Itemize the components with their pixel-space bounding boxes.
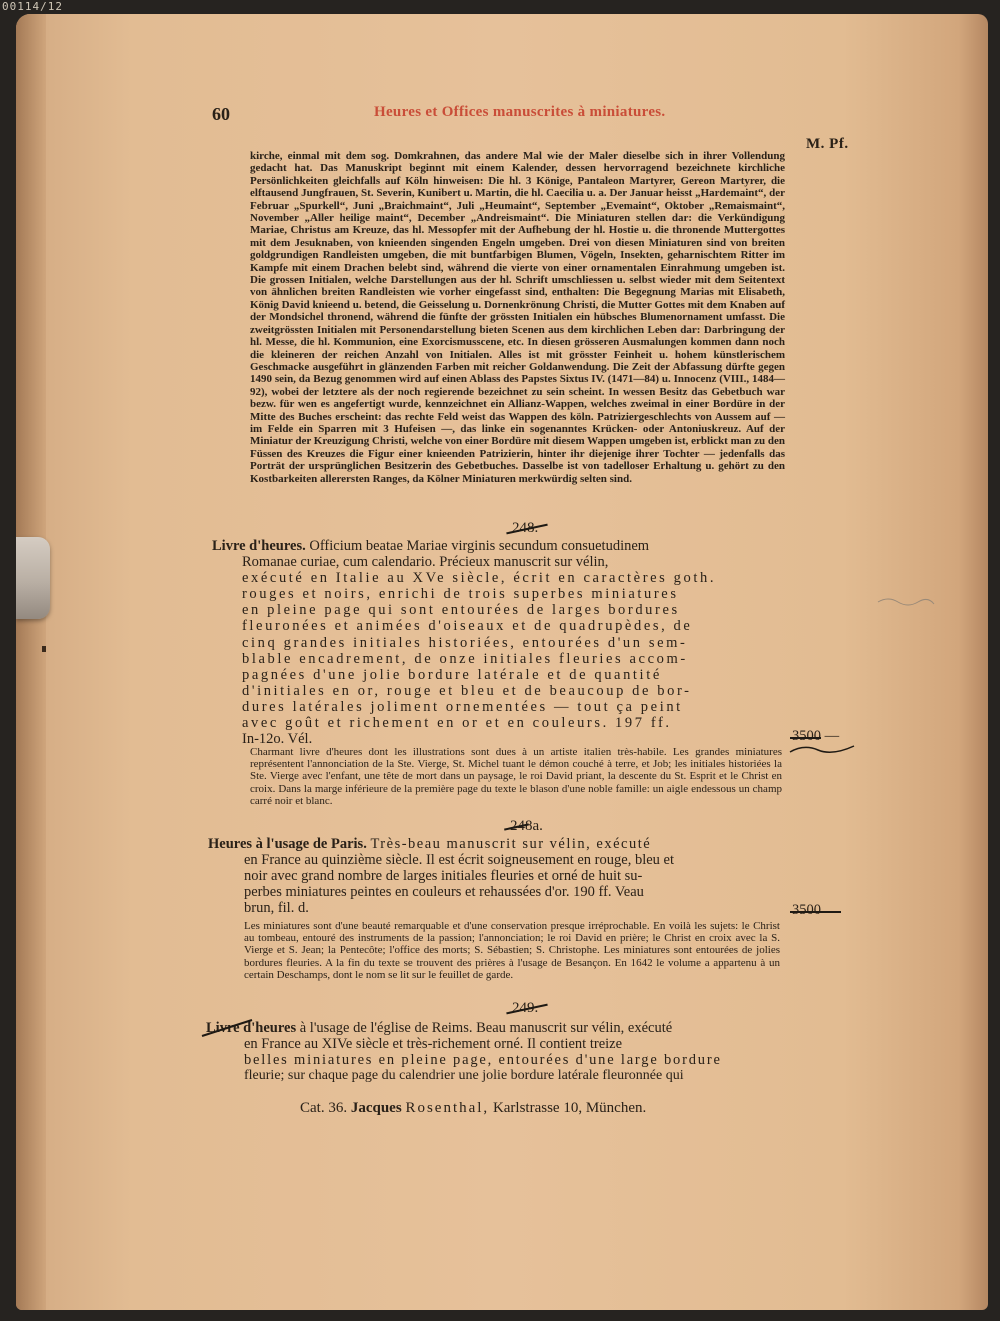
entry-text-block — [208, 852, 780, 916]
entry-heading: Livre d'heures. — [212, 538, 306, 554]
price-value: 3500 — [792, 902, 821, 918]
price-value: 3500 — — [792, 728, 840, 744]
entry-text-line: Très-beau manuscrit sur vélin, exécuté — [370, 836, 652, 852]
entry-text-line: fleuronées et animées d'oiseaux et de quadrupèdes, de — [242, 618, 693, 635]
entry-heading: Livre d'heures — [206, 1020, 297, 1036]
footer-firm-first: Jacques — [350, 1100, 402, 1116]
price-column-label: M. Pf. — [806, 136, 849, 152]
entry-line — [212, 538, 784, 554]
entry-text-line: perbes miniatures peintes en couleurs et rehaussées d'or. 190 ff. Veau — [244, 884, 644, 901]
lot-number-text: 248a. — [510, 818, 543, 834]
entry-text-line: In-12o. Vél. — [242, 731, 313, 748]
paper-clip — [16, 537, 50, 619]
entry-text-line: exécuté en Italie au XVe siècle, écrit en caractères goth. — [242, 570, 717, 587]
entry-248a-note: Les miniatures sont d'une beauté remarquable et d'une conservation presque irréprochable. En voilà les sujets: le Christ au tombeau, entouré des instruments de la passion; l'annonciation; le roi David en prière; le Christ en croix avec la S. Vierge et S. Jean; la Pentecôte; l'office des morts; S. Sébastien; S. Christophe. Les miniatures sont entourées de jolies bordures fleuries. A la fin du texte se trouvent des prières à l'usage de Besançon. En 1642 le volume a appartenu à un certain Deschamps, dont le nom se lit sur le feuillet de garde. — [244, 920, 780, 981]
running-title: Heures et Offices manuscrites à miniatures. — [374, 104, 666, 120]
entry-text-line: brun, fil. d. — [244, 900, 309, 917]
lot-number-text: 249. — [512, 1000, 539, 1016]
entry-text-line: noir avec grand nombre de larges initiales fleuries et orné de huit su- — [244, 868, 643, 885]
entry-text-line: Officium beatae Mariae virginis secundum consuetudinem — [309, 538, 650, 554]
footer-firm-last: Rosenthal, — [405, 1100, 490, 1116]
entry-text-line: avec goût et richement en or et en couleurs. 197 ff. — [242, 715, 672, 732]
strike-mark — [790, 737, 821, 739]
lot-number-249 — [512, 1000, 538, 1017]
entry-text-line: en pleine page qui sont entourées de larges bordures — [242, 602, 680, 619]
entry-text-line: à l'usage de l'église de Reims. Beau manuscrit sur vélin, exécuté — [299, 1020, 673, 1036]
entry-text-line: en France au quinzième siècle. Il est écrit soigneusement en rouge, bleu et — [244, 852, 675, 869]
ink-scribble-icon — [200, 1016, 260, 1040]
entry-text-line: rouges et noirs, enrichi de trois superbes miniatures — [242, 586, 679, 603]
entry-text-line: dures latérales joliment ornementées — tout ça peint — [242, 698, 683, 715]
entry-text-line: fleurie; sur chaque page du calendrier une jolie bordure latérale fleuronnée qui — [244, 1068, 684, 1084]
footer-address: Karlstrasse 10, München. — [492, 1100, 647, 1116]
entry-text-line: en France au XIVe siècle et très-richement orné. Il contient treize — [244, 1036, 623, 1053]
entry-text-line: pagnées d'une jolie bordure latérale et de quantité — [242, 666, 662, 683]
scan-label: 00114/12 — [2, 0, 63, 13]
catalogue-footer — [300, 1100, 646, 1117]
lot-number-248a — [510, 818, 543, 835]
entry-text-line: blable encadrement, de onze initiales fleuries accom- — [242, 650, 688, 667]
strike-mark — [790, 911, 841, 913]
page-gutter — [16, 14, 46, 1310]
entry-heading: Heures à l'usage de Paris. — [208, 836, 367, 852]
entry-text-line: Romanae curiae, cum calendario. Précieux manuscrit sur vélin, — [242, 554, 609, 571]
lot-number-text: 248. — [512, 520, 539, 536]
page-number: 60 — [212, 104, 230, 124]
entry-line — [208, 836, 780, 852]
ink-mark — [42, 646, 46, 652]
price-248a — [792, 902, 821, 919]
entry-text-line: d'initiales en or, rouge et bleu et de beaucoup de bor- — [242, 682, 692, 699]
pencil-scribble — [876, 594, 936, 611]
entry-text-block — [206, 1036, 782, 1084]
footer-catalogue: Cat. 36. — [300, 1100, 348, 1116]
lot-number-248 — [512, 520, 538, 537]
continued-description: kirche, einmal mit dem sog. Domkrahnen, das andere Mal wie der Maler dieselbe sich in ihrer Vollendung gedacht hat. Das Manuskript beginnt mit einem Kalender, dessen hervorragend bezeichnete kirchliche Persönlichkeiten gleichfalls auf Köln hinweisen: Die hl. 3 Könige, Pantaleon Martyrer, Gereon Martyrer, die elftausend Jungfrauen, St. Severin, Kunibert u. Martin, die hl. Caecilia u. a. Der Januar heisst „Hardemaint“, der Februar „Spurkell“, Juni „Braichmaint“, Juli „Heumaint“, September „Evemaint“, Oktober „Remaismaint“, November „Aller heilige maint“, December „Andreismaint“. Die Miniaturen stellen dar: die Verkündigung Mariae, Christus am Kreuze, das hl. Messopfer mit der Aufhebung der hl. Hostie u. die thronende Muttergottes mit dem Jesuknaben, von knieenden singenden Engeln umgeben. Drei von diesen Miniaturen sind von breiten goldgrundigen Randleisten umgeben, die mit buntfarbigen Blumen, Vögeln, Insekten, geharnischtem Ritter im Kampfe mit einem Drachen belebt sind, während die vierte von einer ornamentalen Einrahmung umgeben ist. Die grossen Initialen, welche Darstellungen aus der hl. Schrift umschliessen u. selbst wieder mit dem Seitentext von ähnlichen breiten Randleisten wie vorher eingefasst sind, enthalten: Die Begegnung Marias mit Elisabeth, König David knieend u. betend, die Geisselung u. Dornenkrönung Christi, die Mutter Gottes mit dem Knaben auf der Mondsichel thronend, während die fünfte der grössten Initialen ein hübsches Blumenornament umfasst. Die zweitgrössten Initialen mit Personendarstellung bieten Scenen aus dem kirchlichen Leben dar: Darbringung der hl. Messe, die hl. Kommunion, eine Exorcismusscene, etc. In diesen grösseren Ausmalungen kommen dann noch die kleineren der reichen Anzahl von Initialen. Alles ist mit grösster Feinheit u. hohem künstlerischem Geschmacke ausgeführt in glänzenden Farben mit reicher Goldanwendung. Die Zeit der Abfassung dürfte gegen 1490 sein, da Bezug genommen wird auf einen Ablass des Papstes Sixtus IV. (1471—84) u. Innocenz (VIII., 1484—92), wobei der letztere als der noch regierende bezeichnet zu sein scheint. In wessen Besitz das Gebetbuch war bezw. für wen es angefertigt wurde, kennzeichnet ein Allianz-Wappen, welches zweimal in einer Bordüre in der Mitte des Buches erscheint: das rechte Feld weist das Wappen des köln. Patriziergeschlechts von Aussem auf — im Felde ein Sparren mit 3 Hufeisen —, das linke ein sogenanntes Krücken- oder Antoniuskreuz. Auf der Miniatur der Kreuzigung Christi, welche von einer Bordüre mit diesem Wappen umgeben ist, erblickt man zu den Füssen des Kreuzes die Figur einer knieenden Patrizierin, hinter ihr diejenige ihrer Tochter — jedenfalls das Porträt der ursprünglichen Besitzerin des Gebetbuches. Dasselbe ist von tadelloser Erhaltung u. gehört zu den Kostbarkeiten allerersten Ranges, da Kölner Miniaturen merkwürdig selten sind. — [250, 150, 785, 485]
ink-scribble-icon — [788, 742, 858, 758]
entry-248a — [208, 836, 780, 916]
entry-248 — [212, 538, 784, 747]
entry-line — [206, 1020, 782, 1036]
entry-249 — [206, 1020, 782, 1084]
entry-text-line: cinq grandes initiales historiées, entourées d'un sem- — [242, 634, 688, 651]
pencil-scribble-icon — [876, 594, 936, 608]
entry-248-note: Charmant livre d'heures dont les illustrations sont dues à un artiste italien très-habile. Les grandes miniatures représentent l'annonciation de la Ste. Vierge, St. Michel tuant le démon couché à terre, et Job; les initiales historiées la Ste. Vierge avec l'enfant, une tête de mort dans un paysage, le roi David priant, la descente du St. Esprit et le Christ en croix. Dans la marge inférieure de la première page du texte le blason d'une noble famille: un aigle endessous un champ carré noir et blanc. — [250, 746, 782, 807]
entry-text-block — [212, 554, 784, 747]
entry-text-line: belles miniatures en pleine page, entourées d'une large bordure — [244, 1052, 722, 1069]
